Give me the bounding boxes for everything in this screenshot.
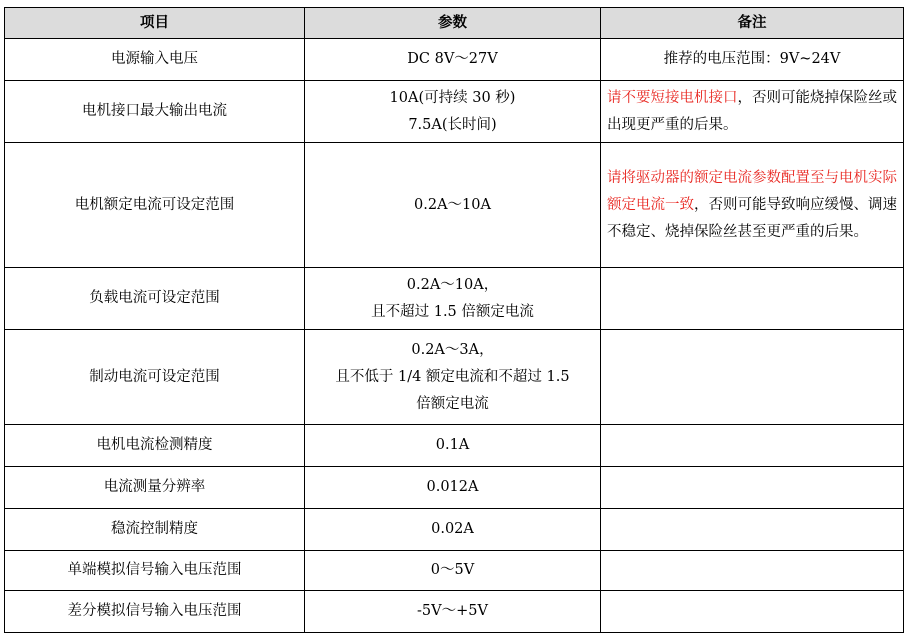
column-header-param: 参数 <box>305 8 601 39</box>
item-cell: 电机接口最大输出电流 <box>5 81 305 143</box>
item-cell: 电机电流检测精度 <box>5 425 305 467</box>
param-line: -5V～+5V <box>417 603 488 619</box>
param-cell <box>305 81 601 143</box>
note-text: ，否则可能导致响应缓慢、调速不稳定、烧掉保险丝甚至更严重的后果。 <box>607 196 897 240</box>
param-line: 7.5A(长时间) <box>408 116 497 133</box>
param-line: 0.02A <box>431 521 474 537</box>
param-cell <box>305 330 601 425</box>
note-cell <box>601 143 904 268</box>
table-row <box>5 509 904 551</box>
table-header-row <box>5 8 904 39</box>
param-cell <box>305 591 601 633</box>
param-cell <box>305 268 601 330</box>
column-header-note: 备注 <box>601 8 904 39</box>
table-row <box>5 268 904 330</box>
param-cell <box>305 551 601 591</box>
param-line: DC 8V～27V <box>407 51 498 67</box>
item-cell: 电机额定电流可设定范围 <box>5 143 305 268</box>
note-text: 推荐的电压范围：9V~24V <box>663 51 841 67</box>
note-text: ，否则可能烧掉保险丝或出现更严重的后果。 <box>607 89 897 133</box>
param-line: 0.012A <box>426 479 479 495</box>
item-cell: 差分模拟信号输入电压范围 <box>5 591 305 633</box>
param-line: 0.1A <box>435 437 470 453</box>
note-cell <box>601 551 904 591</box>
item-cell: 负载电流可设定范围 <box>5 268 305 330</box>
param-cell <box>305 39 601 81</box>
item-cell: 单端模拟信号输入电压范围 <box>5 551 305 591</box>
item-cell: 电流测量分辨率 <box>5 467 305 509</box>
note-warning: 请不要短接电机接口 <box>607 89 738 106</box>
note-cell <box>601 268 904 330</box>
column-header-item: 项目 <box>5 8 305 39</box>
param-cell <box>305 425 601 467</box>
note-cell <box>601 81 904 143</box>
param-cell <box>305 467 601 509</box>
table-row <box>5 81 904 143</box>
note-cell <box>601 425 904 467</box>
param-line: 且不低于 1/4 额定电流和不超过 1.5 <box>335 368 570 385</box>
param-line: 0.2A～10A <box>414 196 491 213</box>
note-cell <box>601 330 904 425</box>
note-cell <box>601 591 904 633</box>
table-row <box>5 425 904 467</box>
note-cell <box>601 509 904 551</box>
param-line: 0.2A～10A， <box>406 276 499 293</box>
table-row <box>5 467 904 509</box>
table-row <box>5 591 904 633</box>
param-line: 倍额定电流 <box>416 395 489 412</box>
param-cell <box>305 143 601 268</box>
table-row <box>5 551 904 591</box>
note-cell <box>601 39 904 81</box>
item-cell: 稳流控制精度 <box>5 509 305 551</box>
table-row <box>5 143 904 268</box>
table-row <box>5 330 904 425</box>
note-cell <box>601 467 904 509</box>
param-cell <box>305 509 601 551</box>
note-warning: 请将驱动器的额定电流参数配置至与电机实际额定电流一致 <box>607 169 897 213</box>
param-line: 0～5V <box>430 562 475 578</box>
param-line: 0.2A～3A， <box>411 341 494 358</box>
item-cell: 制动电流可设定范围 <box>5 330 305 425</box>
param-line: 10A(可持续 30 秒) <box>389 89 516 106</box>
param-line: 且不超过 1.5 倍额定电流 <box>371 303 534 320</box>
table-row <box>5 39 904 81</box>
spec-table <box>4 7 904 633</box>
item-cell: 电源输入电压 <box>5 39 305 81</box>
